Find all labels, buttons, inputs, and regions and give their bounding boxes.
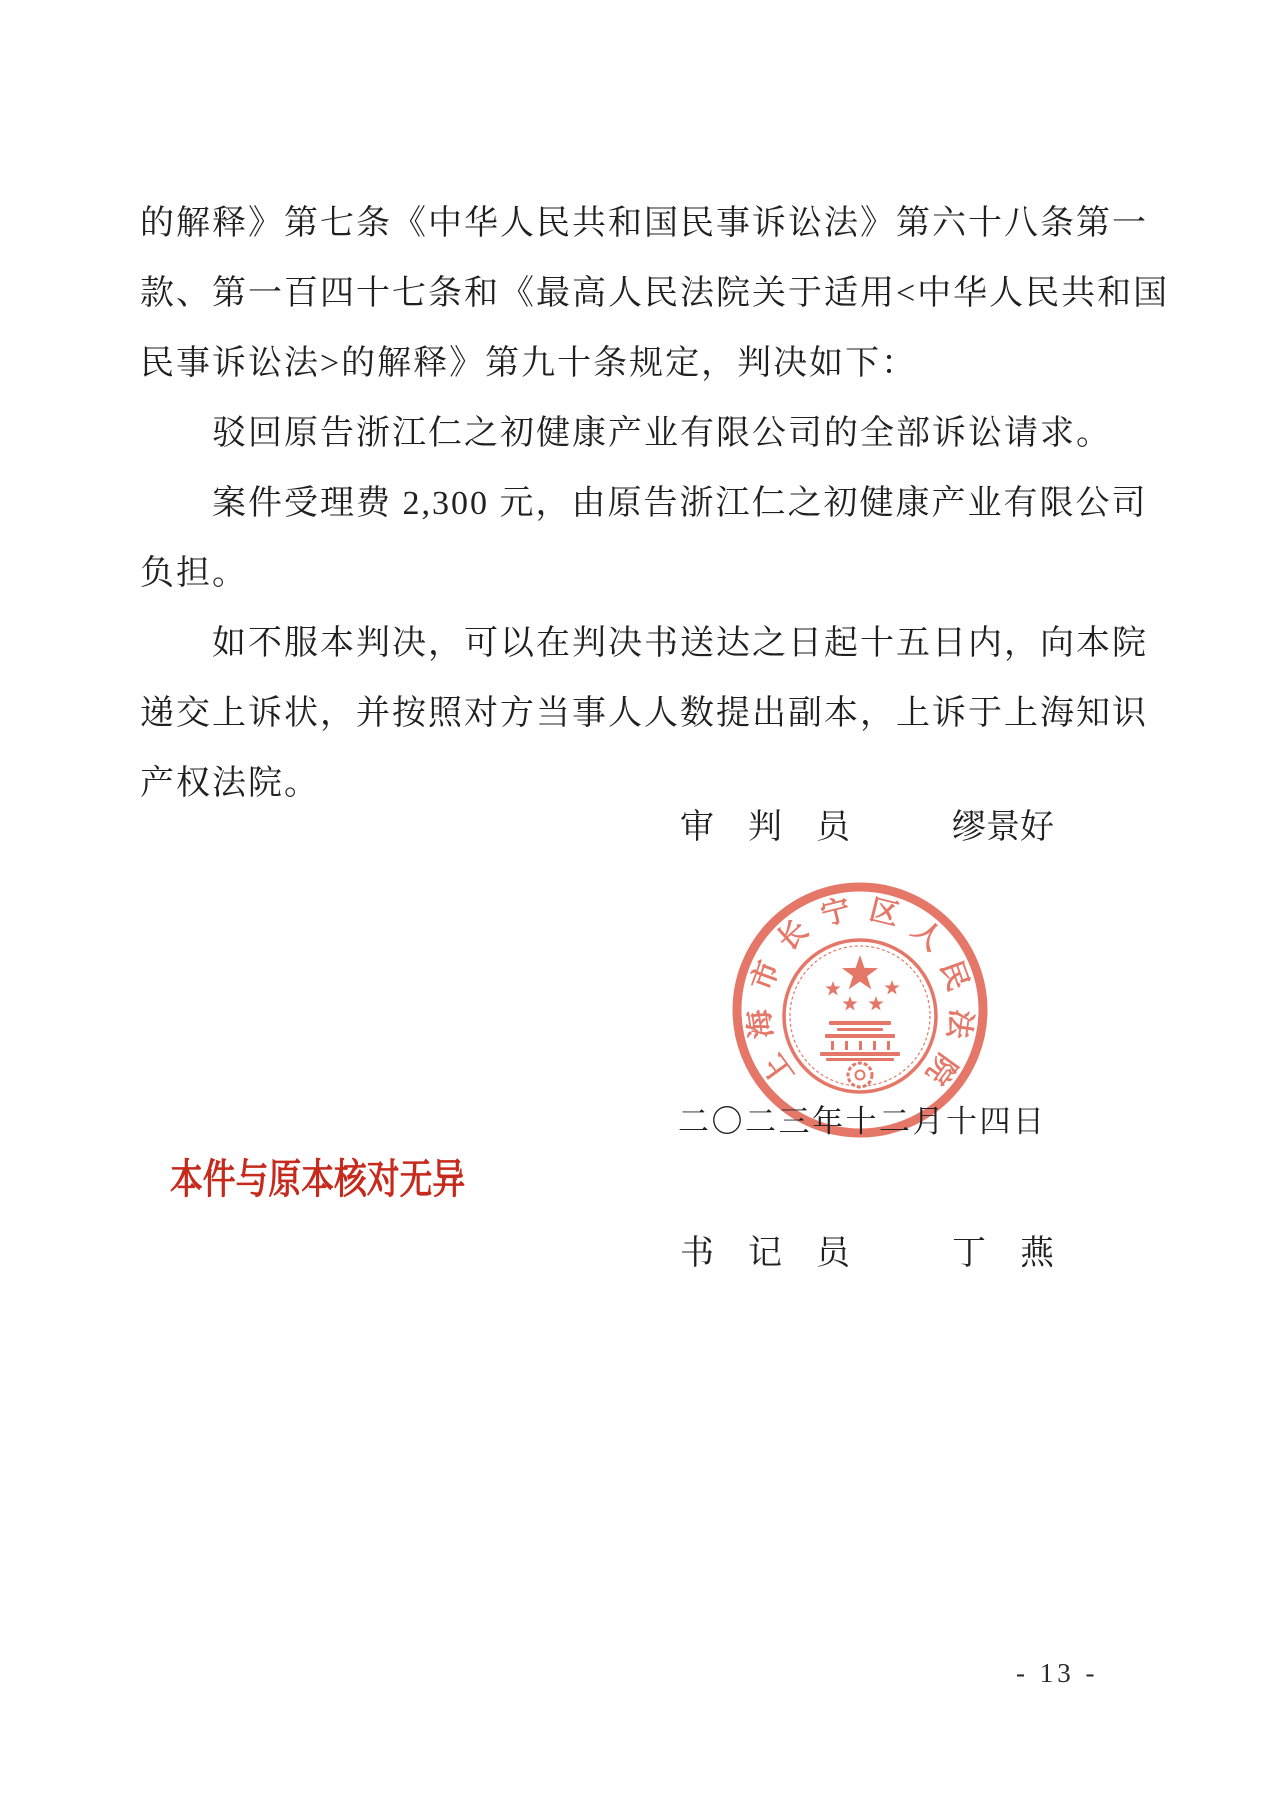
body-line: 递交上诉状，并按照对方当事人人数提出副本，上诉于上海知识	[140, 695, 1148, 732]
clerk-title-label: 书 记 员	[680, 1235, 850, 1272]
emblem-gear	[848, 1063, 872, 1087]
emblem-stars	[825, 955, 899, 1011]
judge-name: 缪景好	[952, 809, 1054, 846]
national-emblem	[784, 940, 936, 1092]
body-line: 产权法院。	[140, 765, 320, 802]
judge-title-label: 审 判 员	[680, 809, 850, 846]
svg-text:民: 民	[933, 956, 974, 995]
judgment-date: 二〇二三年十二月十四日	[678, 1104, 1047, 1139]
emblem-gate	[820, 1021, 900, 1061]
body-line: 案件受理费 2,300 元，由原告浙江仁之初健康产业有限公司	[212, 485, 1148, 522]
body-line: 的解释》第七条《中华人民共和国民事诉讼法》第六十八条第一	[140, 205, 1148, 242]
body-line: 驳回原告浙江仁之初健康产业有限公司的全部诉讼请求。	[212, 415, 1112, 452]
svg-text:人: 人	[905, 914, 949, 958]
verification-stamp-text: 本件与原本核对无异	[170, 1156, 466, 1202]
svg-text:上: 上	[757, 1047, 801, 1090]
svg-text:海: 海	[743, 1007, 779, 1041]
clerk-name: 丁 燕	[952, 1235, 1054, 1272]
body-line: 款、第一百四十七条和《最高人民法院关于适用<中华人民共和国	[140, 275, 1170, 312]
page-number: - 13 -	[1016, 1658, 1099, 1688]
svg-text:区: 区	[866, 893, 903, 933]
body-line: 如不服本判决，可以在判决书送达之日起十五日内，向本院	[212, 625, 1148, 662]
judgment-body	[140, 189, 1170, 819]
svg-text:院: 院	[919, 1047, 963, 1090]
svg-text:长: 长	[771, 914, 815, 958]
svg-text:法: 法	[941, 1007, 977, 1041]
svg-text:宁: 宁	[817, 893, 854, 933]
svg-text:市: 市	[746, 956, 787, 995]
body-line: 民事诉讼法>的解释》第九十条规定，判决如下：	[140, 345, 918, 382]
body-line: 负担。	[140, 555, 248, 592]
